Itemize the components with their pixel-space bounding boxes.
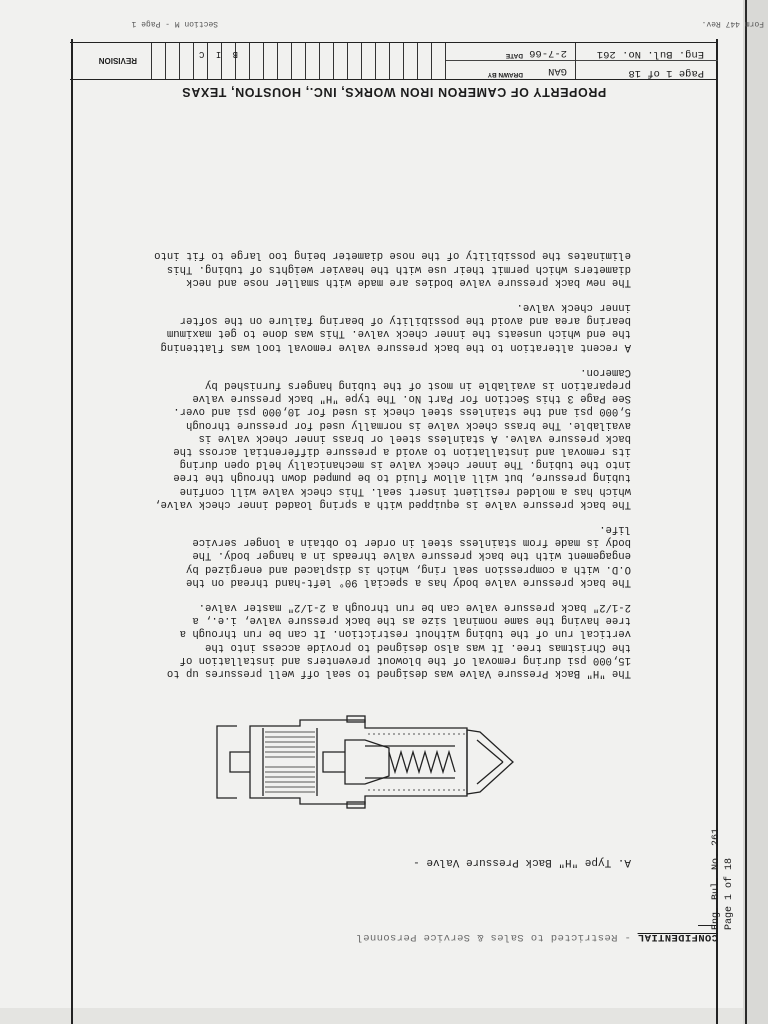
revision-label: REVISION [98,56,137,65]
rev-col [431,43,446,79]
date-value: 2-7-66 [529,47,567,59]
frame-right-line [72,39,74,1024]
rev-col [291,43,306,79]
rev-col [319,43,334,79]
rev-col [417,43,432,79]
rev-col [389,43,404,79]
rev-col [151,43,166,79]
property-line: PROPERTY OF CAMERON IRON WORKS, INC., HOUSTON, TEXAS [181,85,607,99]
rev-col [263,43,278,79]
paragraph-new-bodies: The new back pressure valve bodies are made with smaller nose and neck diameters which permit their use with the heavier weights of tubing. This eliminates the possibility of the nose diameter being too large to fit into [154,249,631,288]
paragraph-body-thread: The back pressure valve body has a special 90° left-hand thread on the O.D. with a compression seal ring, which is displaced and energized by engagement with the back pressure valve threads in a hanger body. The body is made from stainless steel in order to obtain a longer service life. [185,522,631,588]
drawn-by-value: GAN [548,65,567,77]
drawn-by-cell [445,43,576,79]
rev-col [249,43,264,79]
paragraph-intro: The "H" Back Pressure Valve was designed to seal off well pressures up to 15,000 psi during removal of the blowout preventers and installation of the Christmas tree. It was also designed to provide access into the vertical run of the tubing without restriction. It can be run through a tree having the same nominal size as the back pressure valve, i.e., a 2-1/2" back pressure valve can be run through a 2-1/2" master valve. [166,600,631,679]
rev-col [305,43,320,79]
rev-col [277,43,292,79]
revision-marks: B I C [195,49,238,59]
rev-col [375,43,390,79]
section-heading: A. Type "H" Back Pressure Valve - [413,856,631,868]
paragraph-removal-tool: A recent alteration to the back pressure valve removal tool was flattening the end which unseats the inner check valve. This was done to get maximum bearing area and avoid the possibility of bearing failure on the softer inner check valve. [160,300,631,353]
rev-col [333,43,348,79]
rev-col [347,43,362,79]
date-label: DATE [505,52,523,59]
section-stamp: Section M - Page 1 [131,19,218,28]
form-stamp: Form 447 Rev. [701,19,764,28]
revision-cell [69,43,152,79]
side-bulletin-number: Eng. Bul. No. 261 [711,827,722,930]
rev-col [165,43,180,79]
confidential-restriction: - Restricted to Sales & Service Personnel [356,931,638,943]
rev-col [361,43,376,79]
rev-col [403,43,418,79]
body-text [111,236,631,679]
title-block [70,44,718,102]
drawn-by-label: DRAWN BY [487,71,523,78]
rev-col [179,43,194,79]
paragraph-check-valve: The back pressure valve is equipped with a spring loaded inner check valve, which has a molded resilient insert seal. This check valve will confine tubing pressure, but will allow fluid to be pumped down through the tree into the tubing. The inner check valve is mechanically held open during its removal and installation to avoid a pressure differential across the back pressure valve. A stainless steel or brass inner check valve is available. The brass check valve is normally used for pressure through 5,000 psi and the stainless steel check is used for 10,000 psi and over. See Page 3 this Section for Part No. The type "H" back pressure valve preparation is available in most of the tubing hangers furnished by Cameron. [154,365,631,510]
side-page-number: Page 1 of 18 [724,857,735,930]
title-block-grid [70,42,718,80]
confidential-label: CONFIDENTIAL [637,931,718,943]
side-bulletin-reference [706,827,742,930]
back-pressure-valve-drawing [215,712,515,812]
bulletin-number: Eng. Bul. No. 261 [596,48,704,60]
confidential-notice [356,931,718,943]
page-number: Page 1 of 18 [628,67,704,79]
